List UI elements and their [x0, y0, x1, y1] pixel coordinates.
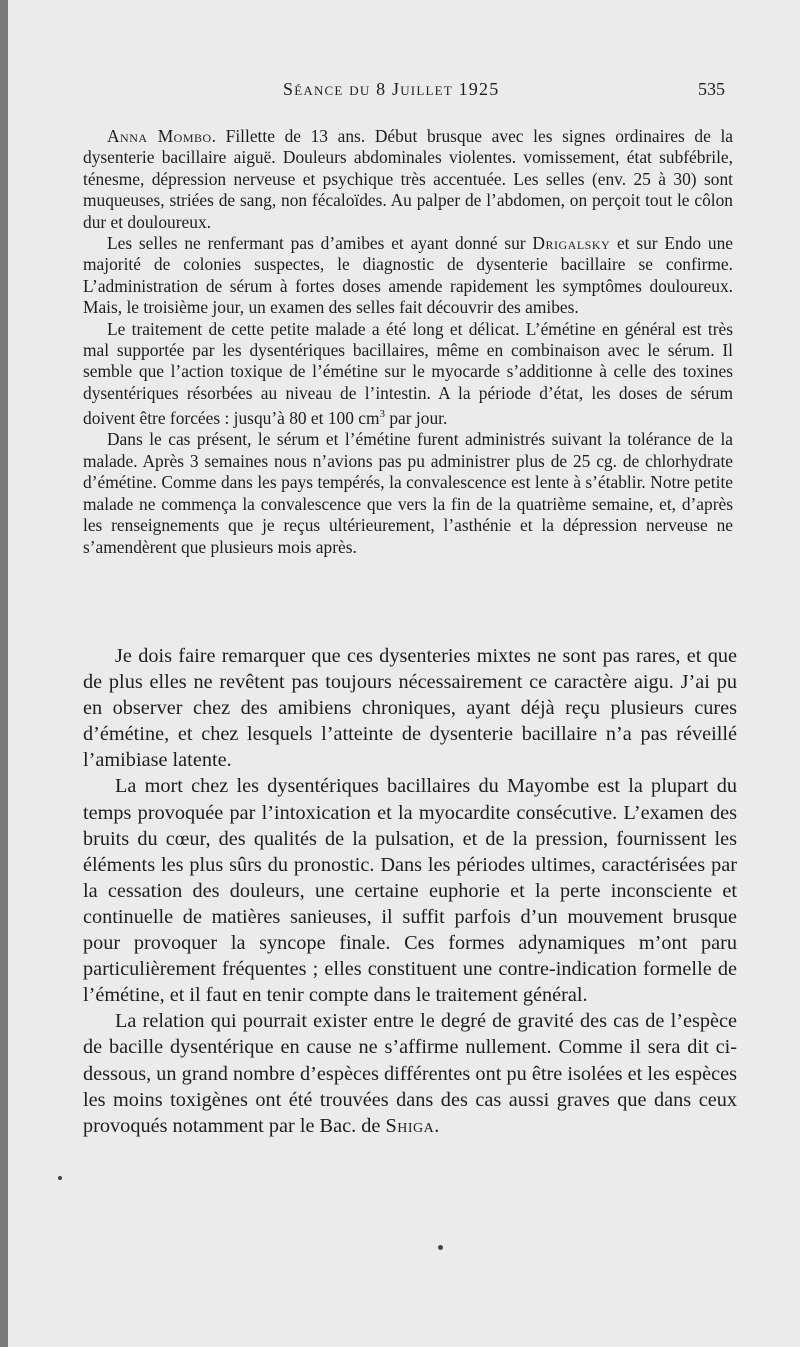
- main-text: [83, 643, 737, 1139]
- case-paragraph-1: [83, 126, 733, 233]
- case-paragraph-2-text-a: Les selles ne renfermant pas d’amibes et ayant donné sur: [107, 233, 533, 254]
- body-paragraph-3-text-a: La relation qui pourrait exister entre le degré de gravité des cas de l’espèce de bacille dysentérique en cause ne s’affirme nullement. Comme il sera dit ci-dessous, un grand nombre d’espèces différentes ont pu être isolées et les espèces les moins toxigènes ont été trouvées dans des cas aussi graves que dans ceux provoqués notamment par le Bac. de: [83, 1010, 737, 1137]
- body-paragraph-3-text-b: .: [434, 1114, 440, 1137]
- patient-name: Anna Mombo: [107, 126, 212, 146]
- page-number: 535: [698, 79, 725, 99]
- drigalsky-name: Drigalsky: [532, 233, 611, 254]
- case-paragraph-4: Dans le cas présent, le sérum et l’émétine furent administrés suivant la tolérance de la malade. Après 3 semaines nous n’avions pas pu administrer plus de 25 cg. de chlorhydrate d’émétine. Comme dans les pays tempérés, la convalescence est lente à s’établir. Notre petite malade ne commença la convalescence que vers la fin de la quatrième semaine, et, d’après les renseignements que je reçus ultérieurement, l’asthénie et la dépression nerveuse ne s’amendèrent que plusieurs mois après.: [83, 429, 733, 557]
- case-paragraph-2: [83, 233, 733, 319]
- ink-speck: [438, 1245, 443, 1250]
- body-paragraph-3: [83, 1008, 737, 1138]
- book-page: [8, 0, 800, 1347]
- body-paragraph-1: Je dois faire remarquer que ces dysenteries mixtes ne sont pas rares, et que de plus elles ne revêtent pas toujours nécessairement ce caractère aigu. J’ai pu en observer chez des amibiens chroniques, ayant déjà reçu plusieurs cures d’émétine, et chez lesquels l’atteinte de dysenterie bacillaire n’a pas réveillé l’amibiase latente.: [83, 645, 737, 772]
- body-paragraph-2: La mort chez les dysentériques bacillaires du Mayombe est la plupart du temps provoquée par l’intoxication et la myocardite consécutive. L’examen des bruits du cœur, des qualités de la pulsation, et de la pression, fournissent les éléments les plus sûrs du pronostic. Dans les périodes ultimes, caractérisées par la cessation des douleurs, une certaine euphorie et la perte inconsciente et continuelle de matières sanieuses, il suffit parfois d’un mouvement brusque pour provoquer la syncope finale. Ces formes adynamiques m’ont paru particulièrement fréquentes ; elles constituent une contre-indication formelle de l’émétine, et il faut en tenir compte dans le traitement général.: [83, 775, 737, 1007]
- running-header: [8, 79, 800, 109]
- ink-speck: [58, 1176, 62, 1180]
- running-title: Séance du 8 Juillet 1925: [283, 79, 500, 99]
- shiga-name: Shiga: [385, 1114, 435, 1137]
- case-paragraph-3: [83, 319, 733, 430]
- case-report: [83, 126, 733, 558]
- case-paragraph-3-text-b: par jour.: [385, 408, 448, 429]
- cubic-superscript: 3: [379, 408, 386, 421]
- case-paragraph-2-text-b: et sur Endo une majorité de colonies suspectes, le diagnostic de dysenterie bacillaire se confirme. L’administration de sérum à fortes doses amende rapidement les symptômes douloureux. Mais, le troisième jour, un examen des selles fait découvrir des amibes.: [83, 233, 734, 318]
- case-paragraph-1-text: . Fillette de 13 ans. Début brusque avec les signes ordinaires de la dysenterie bacillaire aiguë. Douleurs abdominales violentes. vomissement, état subfébrile, ténesme, dépression nerveuse et psychique très accentuée. Les selles (env. 25 à 30) sont muqueuses, striées de sang, non fécaloïdes. Au palper de l’abdomen, on perçoit tout le côlon dur et douloureux.: [83, 126, 733, 232]
- case-paragraph-3-text-a: Le traitement de cette petite malade a été long et délicat. L’émétine en général est très mal supportée par les dysentériques bacillaires, même en combinaison avec le sérum. Il semble que l’action toxique de l’émétine sur le myocarde s’additionne à celle des toxines dysentériques résorbées au niveau de l’intestin. A la période d’état, les doses de sérum doivent être forcées : jusqu’à 80 et 100 cm: [83, 318, 733, 429]
